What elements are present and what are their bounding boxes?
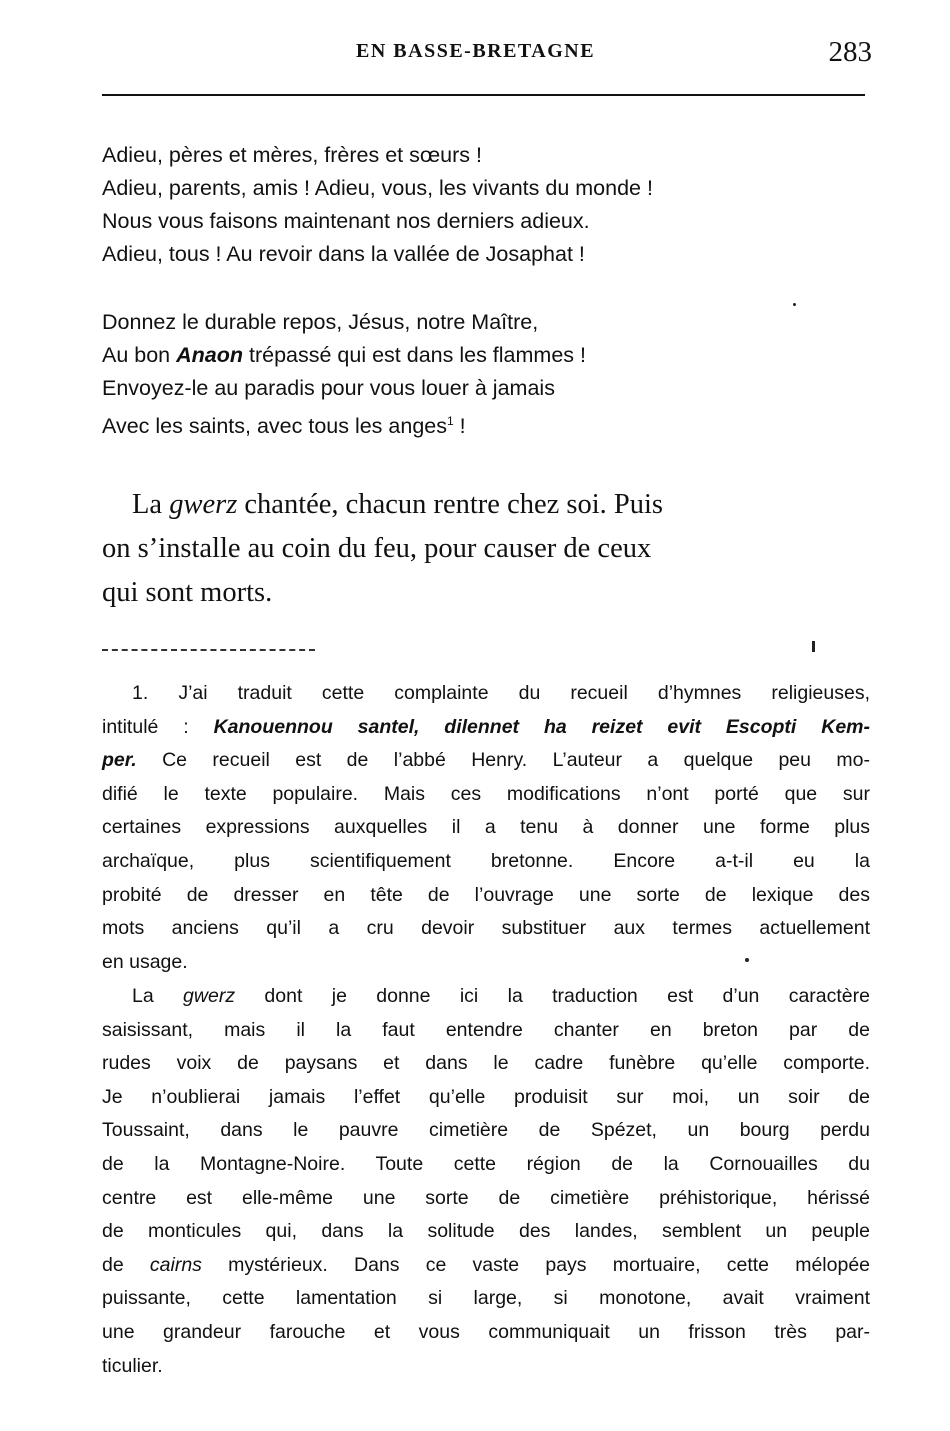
verse-italic-term: Anaon <box>176 343 244 367</box>
footnote-line: centre est elle-même une sorte de cimetière préhistorique, hérissé <box>102 1186 870 1209</box>
footnote-1 <box>102 677 870 979</box>
running-title: EN BASSE-BRETAGNE <box>356 40 596 62</box>
body-paragraph <box>102 483 869 615</box>
print-speck <box>793 303 796 306</box>
footnote-line <box>102 711 870 745</box>
footnote-reference: 1 <box>447 414 454 428</box>
footnote-line: probité de dresser en tête de l’ouvrage une sorte de lexique des <box>102 883 870 906</box>
italic-term: cairns <box>149 1253 202 1276</box>
verse-text: trépassé qui est dans les flammes ! <box>243 343 586 367</box>
page-number: 283 <box>828 36 872 68</box>
print-speck <box>745 958 749 962</box>
verse-text: Avec les saints, avec tous les anges <box>102 414 447 439</box>
footnote-text: dont je donne ici la traduction est d’un caractère <box>235 985 870 1007</box>
footnote-text: mystérieux. Dans ce vaste pays mortuaire, cette mélopée <box>201 1253 871 1276</box>
footnote-line: Toussaint, dans le pauvre cimetière de Spézet, un bourg perdu <box>102 1119 870 1142</box>
body-text: La <box>132 489 170 520</box>
footnote-line: archaïque, plus scientifiquement bretonne. Encore a-t-il eu la <box>102 849 870 872</box>
footnote-line: en usage. <box>102 950 188 973</box>
verse-line: Adieu, tous ! Au revoir dans la vallée de Josaphat ! <box>102 242 585 266</box>
verse-text: Au bon <box>102 343 177 367</box>
print-mark <box>812 641 815 652</box>
verse-line: Adieu, pères et mères, frères et sœurs ! <box>102 143 482 167</box>
body-text: on s’installe au coin du feu, pour causer de ceux <box>102 533 652 564</box>
footnote-line <box>102 1249 870 1283</box>
footnote-line: de la Montagne-Noire. Toute cette région de la Cornouailles du <box>102 1152 870 1175</box>
verse-line <box>102 405 862 443</box>
footnote-line: mots anciens qu’il a cru devoir substituer aux termes actuellement <box>102 917 870 940</box>
footnote-text: Ce recueil est de l’abbé Henry. L’auteur a quelque peu mo- <box>136 749 870 772</box>
verse-line: Adieu, parents, amis ! Adieu, vous, les vivants du monde ! <box>102 176 653 200</box>
body-text: chantée, chacun rentre chez soi. Puis <box>237 489 664 520</box>
footnote-separator <box>102 649 315 651</box>
footnote-line: Je n’oublierai jamais l’effet qu’elle produisit sur moi, un soir de <box>102 1085 870 1108</box>
body-text: qui sont morts. <box>102 577 273 608</box>
footnote-line: puissante, cette lamentation si large, si monotone, avait vraiment <box>102 1287 870 1310</box>
footnote-line: 1. J’ai traduit cette complainte du recueil d’hymnes religieuses, <box>132 682 870 704</box>
verse-line <box>102 339 862 372</box>
footnote-line <box>102 744 870 778</box>
footnote-line <box>102 980 870 1014</box>
verse-text: ! <box>453 414 466 439</box>
footnote-1-continued <box>102 980 870 1383</box>
footnote-text: La <box>132 985 184 1007</box>
verse-stanza-1 <box>102 139 862 271</box>
verse-stanza-2 <box>102 306 862 443</box>
book-title: per. <box>102 749 137 772</box>
footnote-line: saisissant, mais il la faut entendre chanter en breton par de <box>102 1018 870 1041</box>
verse-line: Nous vous faisons maintenant nos derniers adieux. <box>102 209 590 233</box>
footnote-text: de <box>102 1253 150 1276</box>
header-rule <box>102 94 865 96</box>
footnote-line: une grandeur farouche et vous communiquait un frisson très par- <box>102 1320 870 1343</box>
footnote-text: intitulé : <box>102 715 214 738</box>
page-header <box>102 36 872 76</box>
italic-term: gwerz <box>183 985 236 1007</box>
italic-term: gwerz <box>169 489 238 520</box>
footnote-line: rudes voix de paysans et dans le cadre funèbre qu’elle comporte. <box>102 1052 870 1075</box>
footnote-line: ticulier. <box>102 1354 163 1377</box>
verse-line: Donnez le durable repos, Jésus, notre Maître, <box>102 310 539 334</box>
verse-line: Envoyez-le au paradis pour vous louer à jamais <box>102 376 555 400</box>
footnote-line: de monticules qui, dans la solitude des landes, semblent un peuple <box>102 1220 870 1243</box>
footnote-line: certaines expressions auxquelles il a tenu à donner une forme plus <box>102 816 870 839</box>
footnote-line: difié le texte populaire. Mais ces modifications n’ont porté que sur <box>102 782 870 805</box>
book-title: Kanouennou santel, dilennet ha reizet evit Escopti Kem- <box>213 715 870 738</box>
